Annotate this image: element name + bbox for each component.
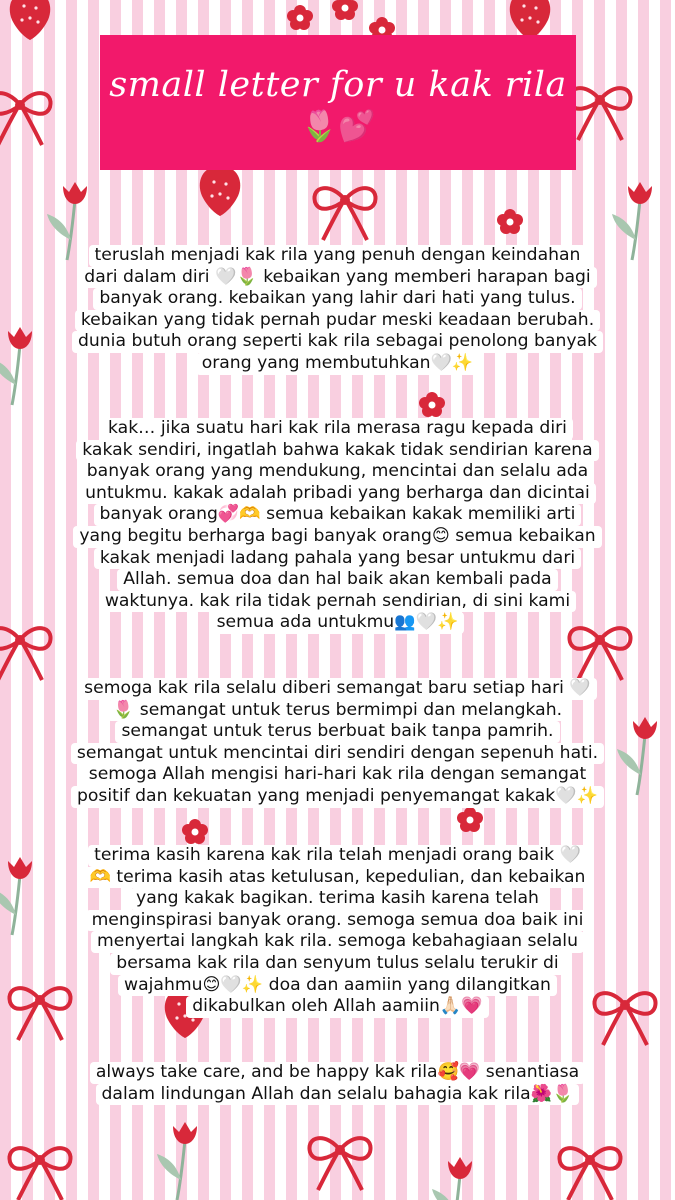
text-line: bersama kak rila dan senyum tulus selalu terukir di — [110, 953, 564, 975]
text-line: yang begitu berharga bagi banyak orang😊 semua kebaikan — [73, 526, 601, 548]
text-line: waktunya. kak rila tidak pernah sendirian, di sini kami — [99, 591, 576, 613]
text-line: always take care, and be happy kak rila🥰💗 senantiasa — [90, 1062, 585, 1084]
text-line: semangat untuk terus berbuat baik tanpa pamrih. — [115, 721, 559, 743]
text-line: banyak orang💞🫶 semua kebaikan kakak memiliki arti — [94, 504, 582, 526]
text-line: menginspirasi banyak orang. semoga semua doa baik ini — [86, 910, 590, 932]
text-line: Allah. semua doa dan hal baik akan kembali pada — [117, 569, 557, 591]
text-line: 🫶 terima kasih atas ketulusan, kepedulian, dan kebaikan — [84, 867, 592, 889]
text-line: dalam lindungan Allah dan selalu bahagia kak rila🌺🌷 — [96, 1084, 580, 1106]
flower-icon — [332, 0, 358, 20]
text-line: kakak menjadi ladang pahala yang besar untukmu dari — [94, 548, 581, 570]
text-line: semua ada untukmu👥🤍✨ — [211, 612, 465, 634]
text-line: menyertai langkah kak rila. semoga kebahagiaan selalu — [91, 931, 584, 953]
text-line: wajahmu😊🤍✨ doa dan aamiin yang dilangitkan — [118, 975, 557, 997]
text-line: kakak sendiri, ingatlah bahwa kakak tidak sendirian karena — [76, 440, 598, 462]
text-line: 🌷 semangat untuk terus bermimpi dan melangkah. — [107, 700, 568, 722]
text-line: banyak orang. kebaikan yang lahir dari hati yang tulus. — [93, 288, 581, 310]
text-line: positif dan kekuatan yang menjadi penyemangat kakak🤍✨ — [71, 786, 604, 808]
text-line: kak… jika suatu hari kak rila merasa ragu kepada diri — [102, 418, 573, 440]
text-line: terima kasih karena kak rila telah menjadi orang baik 🤍 — [88, 845, 587, 867]
text-line: orang yang membutuhkan🤍✨ — [196, 353, 480, 375]
text-line: teruslah menjadi kak rila yang penuh dengan keindahan — [89, 245, 587, 267]
text-line: semoga Allah mengisi hari-hari kak rila dengan semangat — [83, 764, 592, 786]
text-line: banyak orang yang mendukung, mencintai dan selalu ada — [81, 461, 594, 483]
title-banner — [100, 35, 576, 170]
letter-paragraph-4 — [20, 845, 655, 1018]
letter-paragraph-2 — [20, 418, 655, 634]
text-line: dikabulkan oleh Allah aamiin🙏🏻💗 — [186, 996, 488, 1018]
letter-title: small letter for u kak rila — [109, 65, 567, 105]
text-line: kebaikan yang tidak pernah pudar meski keadaan berubah. — [75, 310, 600, 332]
title-emoji: 🌷💕 — [300, 109, 376, 144]
letter-paragraph-1 — [20, 245, 655, 375]
text-line: yang kakak bagikan. terima kasih karena telah — [130, 888, 545, 910]
text-line: semoga kak rila selalu diberi semangat baru setiap hari 🤍 — [78, 678, 597, 700]
text-line: semangat untuk mencintai diri sendiri dengan sepenuh hati. — [71, 743, 604, 765]
text-line: dunia butuh orang seperti kak rila sebagai penolong banyak — [72, 331, 603, 353]
text-line: dari dalam diri 🤍🌷 kebaikan yang memberi harapan bagi — [78, 267, 596, 289]
letter-paragraph-3 — [20, 678, 655, 808]
letter-paragraph-5 — [20, 1062, 655, 1105]
text-line: untukmu. kakak adalah pribadi yang berharga dan dicintai — [79, 483, 596, 505]
